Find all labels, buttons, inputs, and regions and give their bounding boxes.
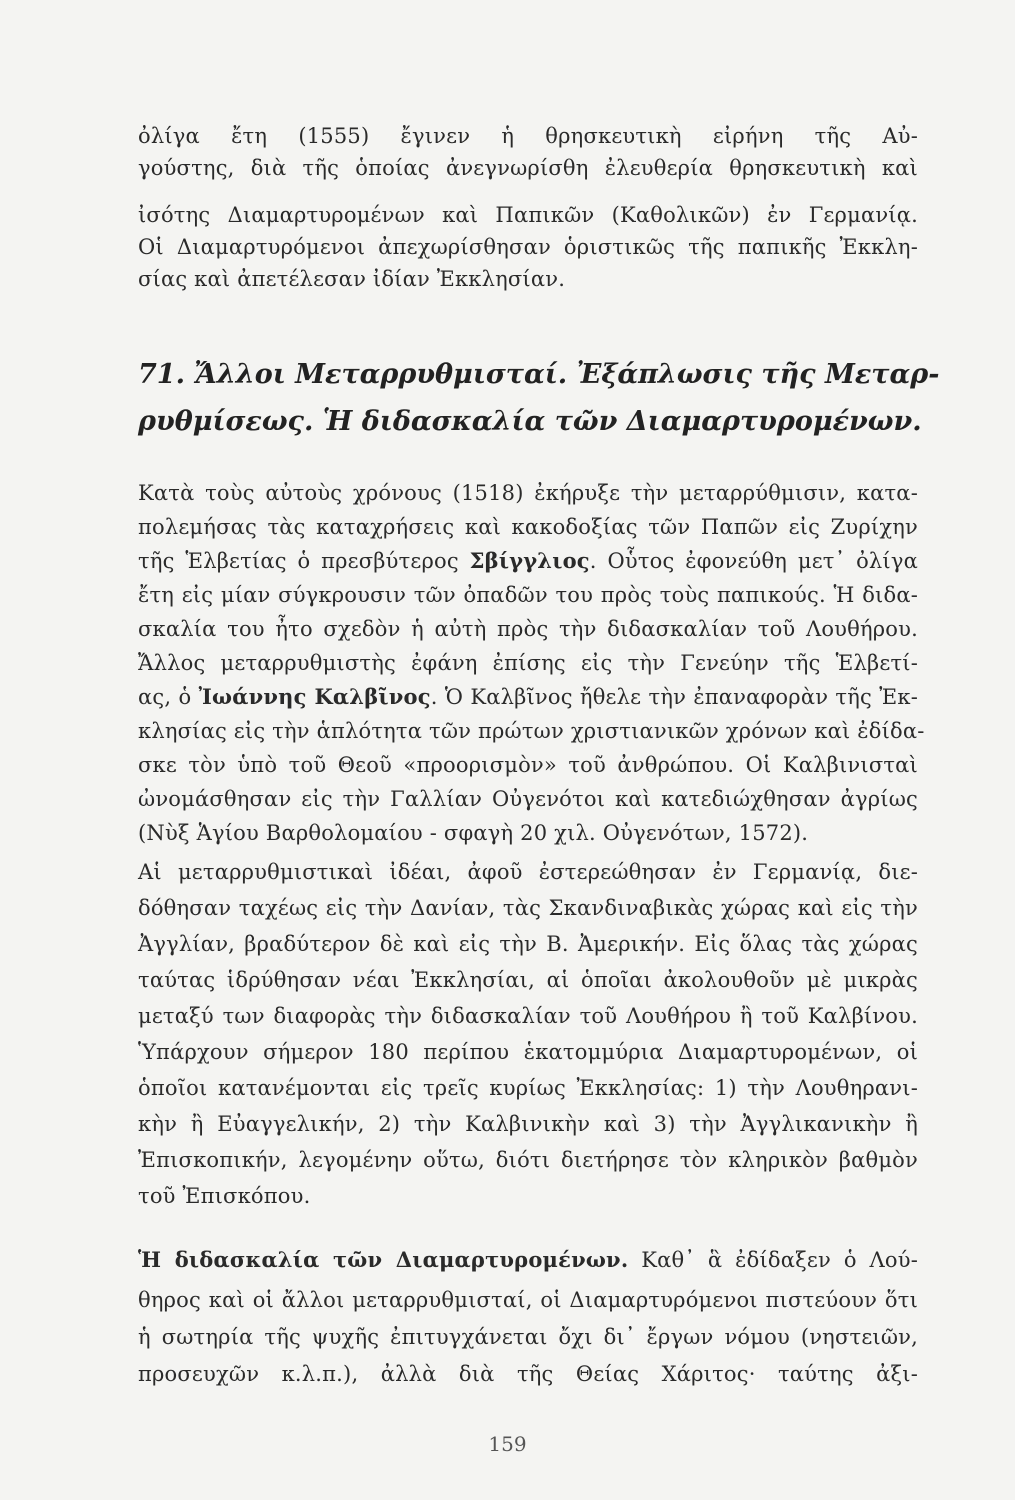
text-line: τῆς Ἑλβετίας ὁ πρεσβύτερος Σβίγγλιος. Οὗτος ἐφονεύθη μετ᾽ ὀλίγα: [138, 548, 918, 573]
text-line: θηρος καὶ οἱ ἄλλοι μεταρρυθμισταί, οἱ Διαμαρτυρόμενοι πιστεύουν ὅτι: [138, 1288, 918, 1312]
text-line: προσευχῶν κ.λ.π.), ἀλλὰ διὰ τῆς Θείας Χάριτος· ταύτης ἀξι-: [138, 1362, 918, 1386]
text-line: ταύτας ἱδρύθησαν νέαι Ἐκκλησίαι, αἱ ὁποῖαι ἀκολουθοῦν μὲ μικρὰς: [138, 968, 918, 992]
name-zwingli: Σβίγγλιος: [469, 548, 590, 573]
text-line: κλησίας εἰς τὴν ἁπλότητα τῶν πρώτων χριστιανικῶν χρόνων καὶ ἐδίδα-: [138, 719, 925, 743]
section-heading: ρυθμίσεως. Ἡ διδασκαλία τῶν Διαμαρτυρομένων.: [138, 406, 922, 437]
text-line: Ἄλλος μεταρρυθμιστὴς ἐφάνη ἐπίσης εἰς τὴν Γενεύην τῆς Ἑλβετί-: [138, 651, 918, 675]
text-line: ἰσότης Διαμαρτυρομένων καὶ Παπικῶν (Καθολικῶν) ἐν Γερμανίᾳ.: [138, 203, 918, 227]
text-line: ὠνομάσθησαν εἰς τὴν Γαλλίαν Οὐγενότοι καὶ κατεδιώχθησαν ἀγρίως: [138, 787, 918, 811]
name-calvin: Ἰωάννης Καλβῖνος: [198, 684, 431, 709]
text-line: Κατὰ τοὺς αὐτοὺς χρόνους (1518) ἐκήρυξε τὴν μεταρρύθμισιν, κατα-: [138, 481, 918, 505]
section-heading: 71. Ἄλλοι Μεταρρυθμισταί. Ἐξάπλωσις τῆς Μεταρ-: [138, 359, 940, 390]
text-line: ὀλίγα ἔτη (1555) ἔγινεν ἡ θρησκευτικὴ εἰρήνη τῆς Αὐ-: [138, 124, 918, 148]
text-line: πολεμήσας τὰς καταχρήσεις καὶ κακοδοξίας τῶν Παπῶν εἰς Ζυρίχην: [138, 515, 918, 539]
text-line: σκαλία του ἦτο σχεδὸν ἡ αὐτὴ πρὸς τὴν διδασκαλίαν τοῦ Λουθήρου.: [138, 617, 918, 641]
text-line: (Νὺξ Ἁγίου Βαρθολομαίου - σφαγὴ 20 χιλ. Οὐγενότων, 1572).: [138, 821, 809, 845]
text-line: ἡ σωτηρία τῆς ψυχῆς ἐπιτυγχάνεται ὄχι δι᾽ ἔργων νόμου (νηστειῶν,: [138, 1325, 918, 1349]
text-line: Οἱ Διαμαρτυρόμενοι ἀπεχωρίσθησαν ὁριστικῶς τῆς παπικῆς Ἐκκλη-: [138, 235, 918, 259]
text-line: Αἱ μεταρρυθμιστικαὶ ἰδέαι, ἀφοῦ ἐστερεώθησαν ἐν Γερμανίᾳ, διε-: [138, 860, 918, 884]
text-line: Ὑπάρχουν σήμερον 180 περίπου ἑκατομμύρια Διαμαρτυρομένων, οἱ: [138, 1040, 918, 1064]
text-line: ας, ὁ Ἰωάννης Καλβῖνος. Ὁ Καλβῖνος ἤθελε τὴν ἐπαναφορὰν τῆς Ἐκ-: [138, 684, 918, 709]
text-line: ὁποῖοι κατανέμονται εἰς τρεῖς κυρίως Ἐκκλησίας: 1) τὴν Λουθηρανι-: [138, 1076, 918, 1100]
text-line: μεταξύ των διαφορὰς τὴν διδασκαλίαν τοῦ Λουθήρου ἢ τοῦ Καλβίνου.: [138, 1004, 918, 1028]
text-line: Ἀγγλίαν, βραδύτερον δὲ καὶ εἰς τὴν Β. Ἀμερικήν. Εἰς ὅλας τὰς χώρας: [138, 932, 918, 956]
text-line: Ἡ διδασκαλία τῶν Διαμαρτυρομένων. Καθ᾽ ἃ ἐδίδαξεν ὁ Λού-: [138, 1247, 918, 1272]
text-line: τοῦ Ἐπισκόπου.: [138, 1184, 311, 1208]
text-line: σίας καὶ ἀπετέλεσαν ἰδίαν Ἐκκλησίαν.: [138, 267, 566, 291]
text-line: δόθησαν ταχέως εἰς τὴν Δανίαν, τὰς Σκανδιναβικὰς χώρας καὶ εἰς τὴν: [138, 896, 918, 920]
text-line: σκε τὸν ὑπὸ τοῦ Θεοῦ «προορισμὸν» τοῦ ἀνθρώπου. Οἱ Καλβινισταὶ: [138, 753, 918, 777]
text-line: Ἐπισκοπικήν, λεγομένην οὕτω, διότι διετήρησε τὸν κληρικὸν βαθμὸν: [138, 1148, 918, 1172]
subheading-inline: Ἡ διδασκαλία τῶν Διαμαρτυρομένων.: [138, 1247, 629, 1272]
text-line: γούστης, διὰ τῆς ὁποίας ἀνεγνωρίσθη ἐλευθερία θρησκευτικὴ καὶ: [138, 156, 918, 180]
text-line: κὴν ἢ Εὐαγγελικήν, 2) τὴν Καλβινικὴν καὶ 3) τὴν Ἀγγλικανικὴν ἢ: [138, 1112, 918, 1136]
page-number: 159: [488, 1432, 527, 1456]
text-line: ἔτη εἰς μίαν σύγκρουσιν τῶν ὀπαδῶν του πρὸς τοὺς παπικούς. Ἡ διδα-: [138, 583, 918, 607]
